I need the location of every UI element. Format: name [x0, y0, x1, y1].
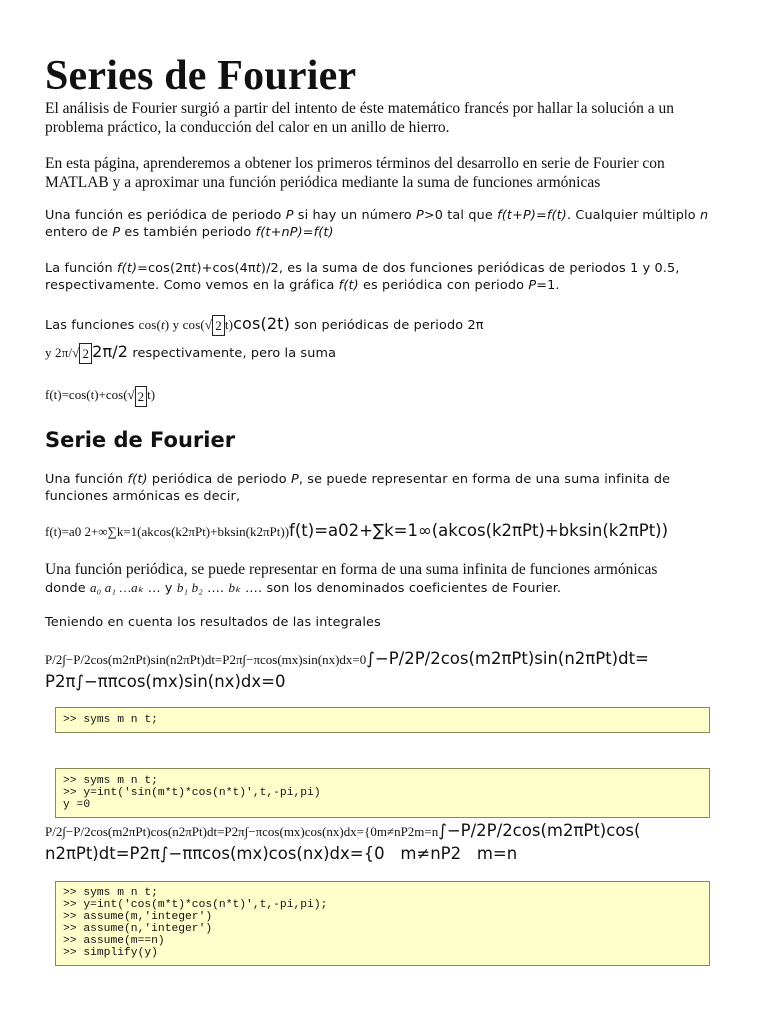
code-line: >> y=int('cos(m*t)*cos(n*t)',t,-pi,pi); [63, 899, 328, 911]
periodic-definition-paragraph: Una función es periódica de periodo P si hay un número P>0 tal que f(t+P)=f(t). Cualquier múltiplo n entero de P es también periodo f(t+nP)=f(t) [45, 208, 709, 240]
code-line: y =0 [63, 799, 91, 811]
function-example-paragraph: La función f(t)=cos(2πt)+cos(4πt)/2, es la suma de dos funciones periódicas de periodos 1 y 0.5, respectivamente. Como vemos en la gráfica f(t) es periódica con periodo P=1. [45, 261, 680, 293]
harmonic-sum-line: Una función periódica, se puede representar en forma de una suma infinita de funciones armónicas [45, 561, 658, 578]
intro-paragraph: El análisis de Fourier surgió a partir del intento de éste matemático francés por hallar la solución a un problema práctico, la conducción del calor en un anillo de hierro. [45, 100, 674, 136]
code-line: >> syms m n t; [63, 714, 158, 726]
code-line: >> syms m n t; [63, 775, 158, 787]
cos-functions-line: Las funciones cos(t) y cos(√ 2 t)cos(2t) son periódicas de periodo 2π [45, 312, 725, 338]
orthogonality-formula-sin: P/2∫−P/2cos(m2πPt)sin(n2πPt)dt=P2π∫−πcos(mx)sin(nx)dx=0∫−P/2P/2cos(m2πPt)sin(n2πPt)dt= P2π∫−ππcos(mx)sin(nx)dx=0 [45, 649, 649, 691]
code-line: >> assume(m,'integer') [63, 911, 213, 923]
fourier-series-formula: f(t)=a0 2+∞∑k=1(akcos(k2πPt)+bksin(k2πPt))f(t)=a02+∑k=1∞(akcos(k2πPt)+bksin(k2πPt)) [45, 521, 669, 540]
integrals-intro: Teniendo en cuenta los resultados de las integrales [45, 615, 381, 630]
code-line: >> simplify(y) [63, 947, 158, 959]
code-line: >> assume(n,'integer') [63, 923, 213, 935]
orthogonality-formula-cos: P/2∫−P/2cos(m2πPt)cos(n2πPt)dt=P2π∫−πcos(mx)cos(nx)dx={0m≠nP2m=n∫−P/2P/2cos(m2πPt)cos( n2πPt)dt=P2π∫−ππcos(mx)cos(nx)dx={0 m≠nP2 m=n [45, 821, 641, 863]
section-heading: Serie de Fourier [45, 428, 236, 452]
code-line: >> y=int('sin(m*t)*cos(n*t)',t,-pi,pi) [63, 787, 321, 799]
periods-line: y 2π/√ 2 2π/2 respectivamente, pero la suma [45, 340, 725, 366]
page-title: Series de Fourier [45, 53, 357, 99]
code-block-3 [55, 881, 710, 966]
sqrt-box: 2 [135, 386, 148, 407]
matlab-intro-paragraph: En esta página, aprenderemos a obtener los primeros términos del desarrollo en serie de Fourier con MATLAB y a aproximar una función periódica mediante la suma de funciones armónicas [45, 155, 665, 191]
code-block-1 [55, 707, 710, 733]
coefficients-line: donde a₀ a₁ …aₖ … y b₁ b₂ …. bₖ …. son los denominados coeficientes de Fourier. [45, 580, 562, 596]
sum-formula: f(t)=cos(t)+cos(√ 2 t) [45, 383, 725, 407]
fourier-series-definition: Una función f(t) periódica de periodo P, se puede representar en forma de una suma infinita de funciones armónicas es decir, [45, 472, 671, 504]
code-line: >> assume(m==n) [63, 935, 165, 947]
sqrt-box: 2 [79, 343, 92, 364]
code-line: >> syms m n t; [63, 887, 158, 899]
sqrt-box: 2 [212, 315, 225, 336]
code-block-2 [55, 768, 710, 818]
